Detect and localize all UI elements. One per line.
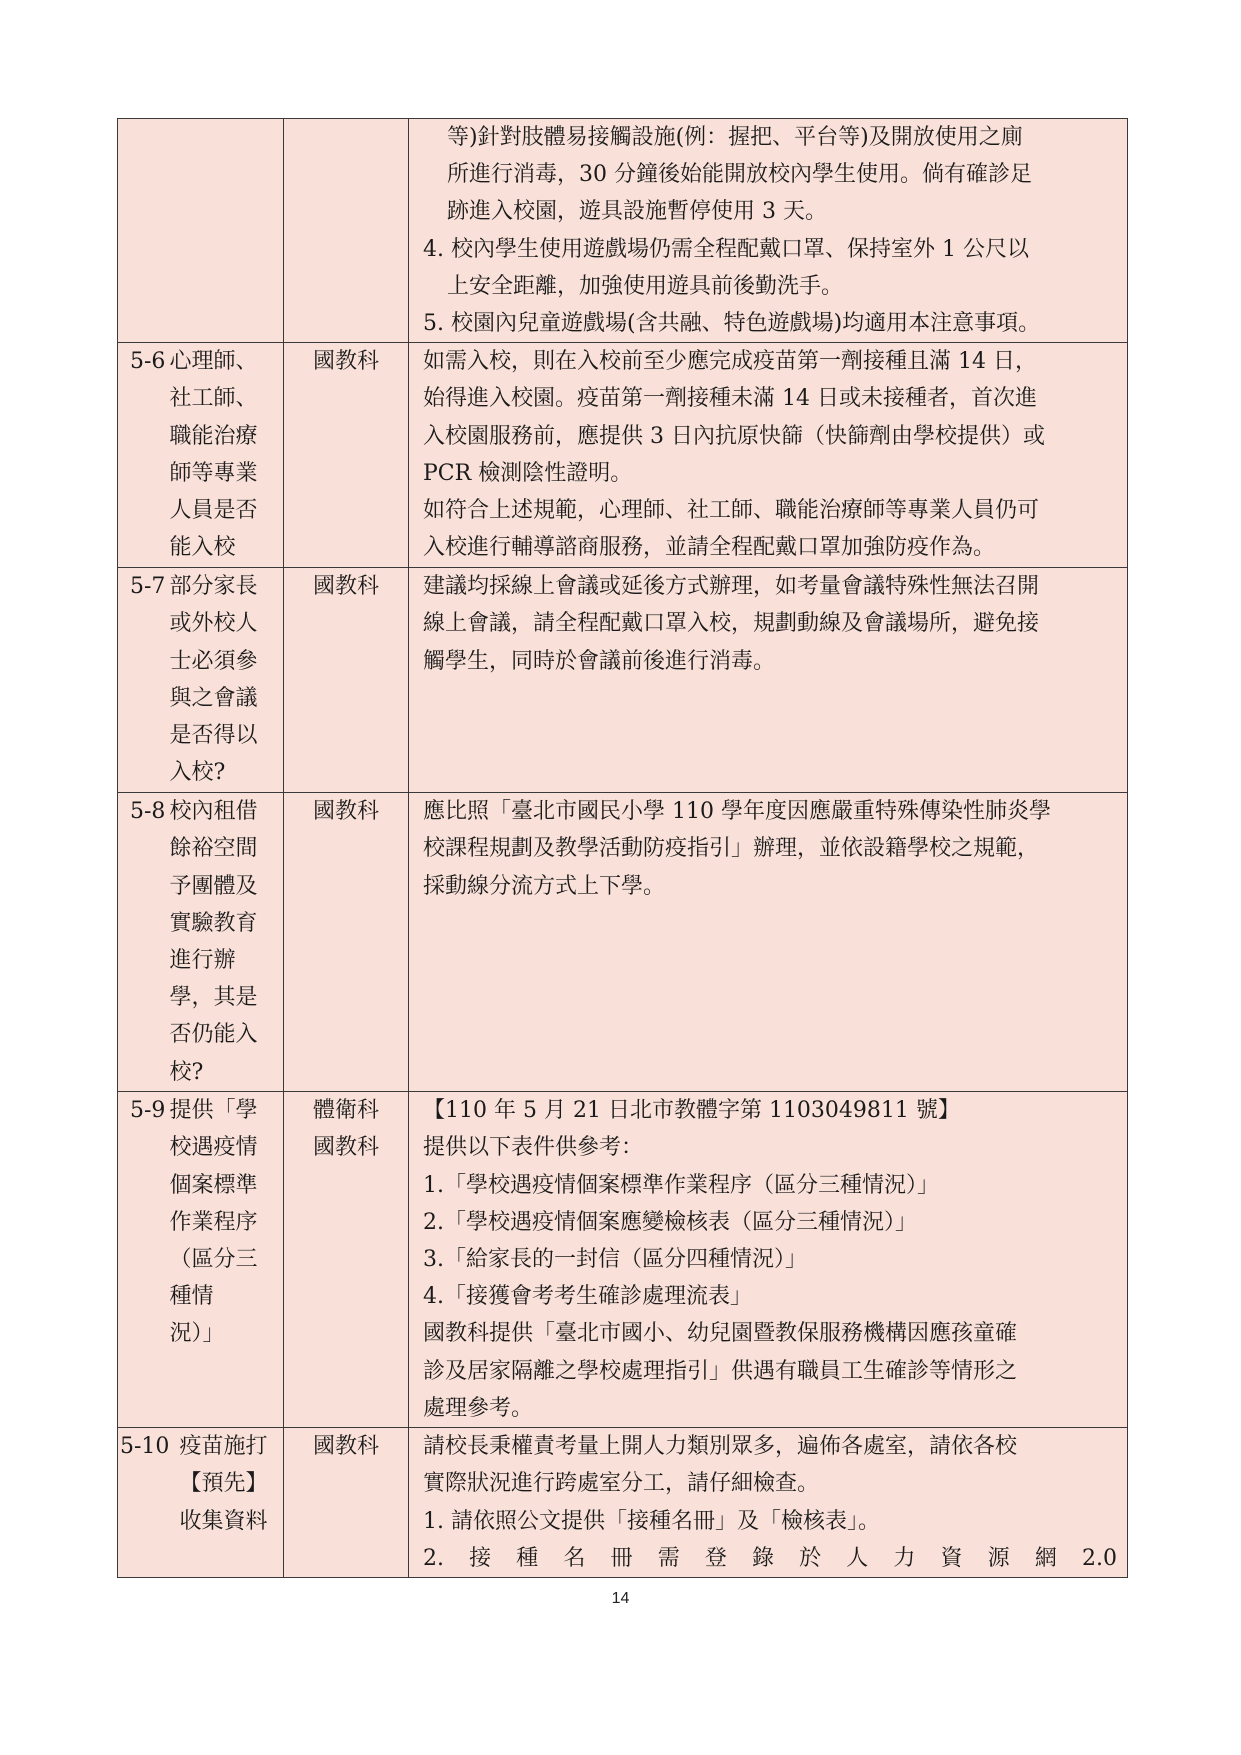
content-line: PCR 檢測陰性證明。 [423, 460, 633, 486]
topic-cell [118, 119, 284, 343]
content-line: 3.「給家長的一封信（區分四種情況）」 [423, 1247, 807, 1273]
content-line: 如需入校，則在入校前至少應完成疫苗第一劑接種且滿 14 日， [423, 349, 1037, 375]
topic-line: 士必須參 [169, 648, 258, 674]
content-line: 如符合上述規範，心理師、社工師、職能治療師等專業人員仍可 [423, 498, 1040, 524]
item-number: 5-9 [130, 1098, 166, 1124]
dept-cell [284, 793, 409, 1092]
content-line: 5. 校園內兒童遊戲場(含共融、特色遊戲場)均適用本注意事項。 [423, 311, 1041, 337]
dept-label: 國教科 [312, 1135, 379, 1161]
content-line: 2.「學校遇疫情個案應變檢核表（區分三種情況）」 [423, 1209, 917, 1235]
topic-line: 心理師、 [169, 349, 258, 375]
content-line: 國教科提供「臺北市國小、幼兒園暨教保服務機構因應孩童確 [423, 1321, 1018, 1347]
content-line: 1.「學校遇疫情個案標準作業程序（區分三種情況）」 [423, 1172, 939, 1198]
content-line: 線上會議，請全程配戴口罩入校，規劃動線及會議場所，避免接 [423, 611, 1040, 637]
content-line: 觸學生，同時於會議前後進行消毒。 [423, 648, 776, 674]
dept-cell [284, 1428, 409, 1578]
topic-cell [118, 793, 284, 1092]
dept-cell [284, 568, 409, 793]
topic-line: 疫苗施打 [179, 1434, 268, 1460]
dept-label: 國教科 [312, 349, 379, 375]
content-line-justified [423, 1540, 1117, 1577]
topic-line: 校內租借 [169, 799, 258, 825]
content-cell [409, 1092, 1128, 1428]
topic-line: 人員是否 [169, 498, 258, 524]
content-line: 1. 請依照公文提供「接種名冊」及「檢核表」。 [423, 1508, 880, 1534]
topic-line: 況）」 [169, 1321, 225, 1347]
topic-line: 予團體及 [169, 873, 258, 899]
justified-token: 2.0 [1081, 1545, 1117, 1571]
topic-line: 作業程序 [169, 1209, 258, 1235]
topic-line: 社工師、 [169, 386, 258, 412]
dept-label: 國教科 [312, 574, 379, 600]
justified-token: 接 [469, 1545, 492, 1571]
topic-line: 師等專業 [169, 460, 258, 486]
content-line: 上安全距離，加強使用遊具前後勤洗手。 [447, 273, 844, 299]
content-line: 請校長秉權責考量上開人力類別眾多，遍佈各處室，請依各校 [423, 1434, 1018, 1460]
topic-line: 否仍能入 [169, 1022, 258, 1048]
content-line: 處理參考。 [423, 1395, 534, 1421]
justified-token: 需 [657, 1545, 680, 1571]
topic-line: 校遇疫情 [169, 1135, 258, 1161]
doc-reference: 【110 年 5 月 21 日北市教體字第 1103049811 號】 [423, 1098, 960, 1124]
topic-line: 餘裕空間 [169, 836, 258, 862]
justified-token: 種 [516, 1545, 539, 1571]
item-number: 5-7 [130, 574, 166, 600]
justified-token: 人 [846, 1545, 869, 1571]
topic-line: （區分三 [169, 1247, 258, 1273]
justified-token: 登 [704, 1545, 727, 1571]
justified-token: 冊 [610, 1545, 633, 1571]
topic-cell [118, 568, 284, 793]
justified-token: 網 [1034, 1545, 1057, 1571]
topic-line: 職能治療 [169, 423, 258, 449]
topic-line: 校? [169, 1059, 204, 1085]
content-cell [409, 1428, 1128, 1578]
content-line: 4.「接獲會考考生確診處理流表」 [423, 1284, 752, 1310]
justified-token: 錄 [751, 1545, 774, 1571]
content-line: 診及居家隔離之學校處理指引」供遇有職員工生確診等情形之 [423, 1358, 1018, 1384]
page-number: 14 [611, 1590, 630, 1607]
topic-line: 個案標準 [169, 1172, 258, 1198]
topic-line: 進行辦 [169, 948, 236, 974]
table-row [118, 793, 1128, 1092]
table-row [118, 1092, 1128, 1428]
topic-line: 收集資料 [179, 1508, 268, 1534]
topic-line: 與之會議 [169, 685, 258, 711]
content-line: 採動線分流方式上下學。 [423, 873, 666, 899]
justified-token: 於 [799, 1545, 822, 1571]
content-line: 入校園服務前，應提供 3 日內抗原快篩（快篩劑由學校提供）或 [423, 423, 1045, 449]
content-cell [409, 568, 1128, 793]
content-line: 始得進入校園。疫苗第一劑接種未滿 14 日或未接種者，首次進 [423, 386, 1037, 412]
topic-line: 或外校人 [169, 611, 258, 637]
item-number: 5-10 [120, 1434, 170, 1460]
guidance-table [117, 118, 1128, 1578]
topic-line: 能入校 [169, 535, 236, 561]
table-row [118, 119, 1128, 343]
topic-line: 提供「學 [169, 1098, 258, 1124]
justified-token: 名 [563, 1545, 586, 1571]
table-row [118, 568, 1128, 793]
topic-line: 部分家長 [169, 574, 258, 600]
content-line: 跡進入校園，遊具設施暫停使用 3 天。 [447, 199, 827, 225]
content-line: 等)針對肢體易接觸設施(例：握把、平台等)及開放使用之廁 [447, 125, 1023, 150]
dept-label: 體衛科 [312, 1098, 379, 1124]
item-number: 5-8 [130, 799, 166, 825]
topic-line: 是否得以 [169, 723, 258, 749]
justified-token: 源 [987, 1545, 1010, 1571]
justified-token: 力 [893, 1545, 916, 1571]
content-line: 所進行消毒，30 分鐘後始能開放校內學生使用。倘有確診足 [447, 162, 1032, 188]
topic-cell [118, 1428, 284, 1578]
dept-label: 國教科 [312, 1434, 379, 1460]
content-cell [409, 119, 1128, 343]
topic-line: 種情 [169, 1284, 214, 1310]
topic-cell [118, 343, 284, 568]
topic-cell [118, 1092, 284, 1428]
dept-label: 國教科 [312, 799, 379, 825]
item-number: 5-6 [130, 349, 166, 375]
content-line: 建議均採線上會議或延後方式辦理，如考量會議特殊性無法召開 [423, 574, 1040, 600]
dept-cell [284, 343, 409, 568]
topic-line: 【預先】 [179, 1471, 268, 1497]
content-line: 入校進行輔導諮商服務，並請全程配戴口罩加強防疫作為。 [423, 535, 996, 561]
content-line: 實際狀況進行跨處室分工，請仔細檢查。 [423, 1471, 820, 1497]
justified-token: 資 [940, 1545, 963, 1571]
topic-line: 學，其是 [169, 985, 258, 1011]
topic-line: 入校? [169, 760, 226, 786]
content-line: 4. 校內學生使用遊戲場仍需全程配戴口罩、保持室外 1 公尺以 [423, 236, 1029, 262]
content-cell [409, 343, 1128, 568]
justified-token: 2. [423, 1545, 444, 1571]
content-line: 提供以下表件供參考： [423, 1135, 644, 1161]
dept-cell [284, 119, 409, 343]
table-row [118, 1428, 1128, 1578]
content-line: 校課程規劃及教學活動防疫指引」辦理，並依設籍學校之規範， [423, 836, 1040, 862]
topic-line: 實驗教育 [169, 910, 258, 936]
content-cell [409, 793, 1128, 1092]
dept-cell [284, 1092, 409, 1428]
content-line: 應比照「臺北市國民小學 110 學年度因應嚴重特殊傳染性肺炎學 [423, 799, 1051, 825]
table-row [118, 343, 1128, 568]
